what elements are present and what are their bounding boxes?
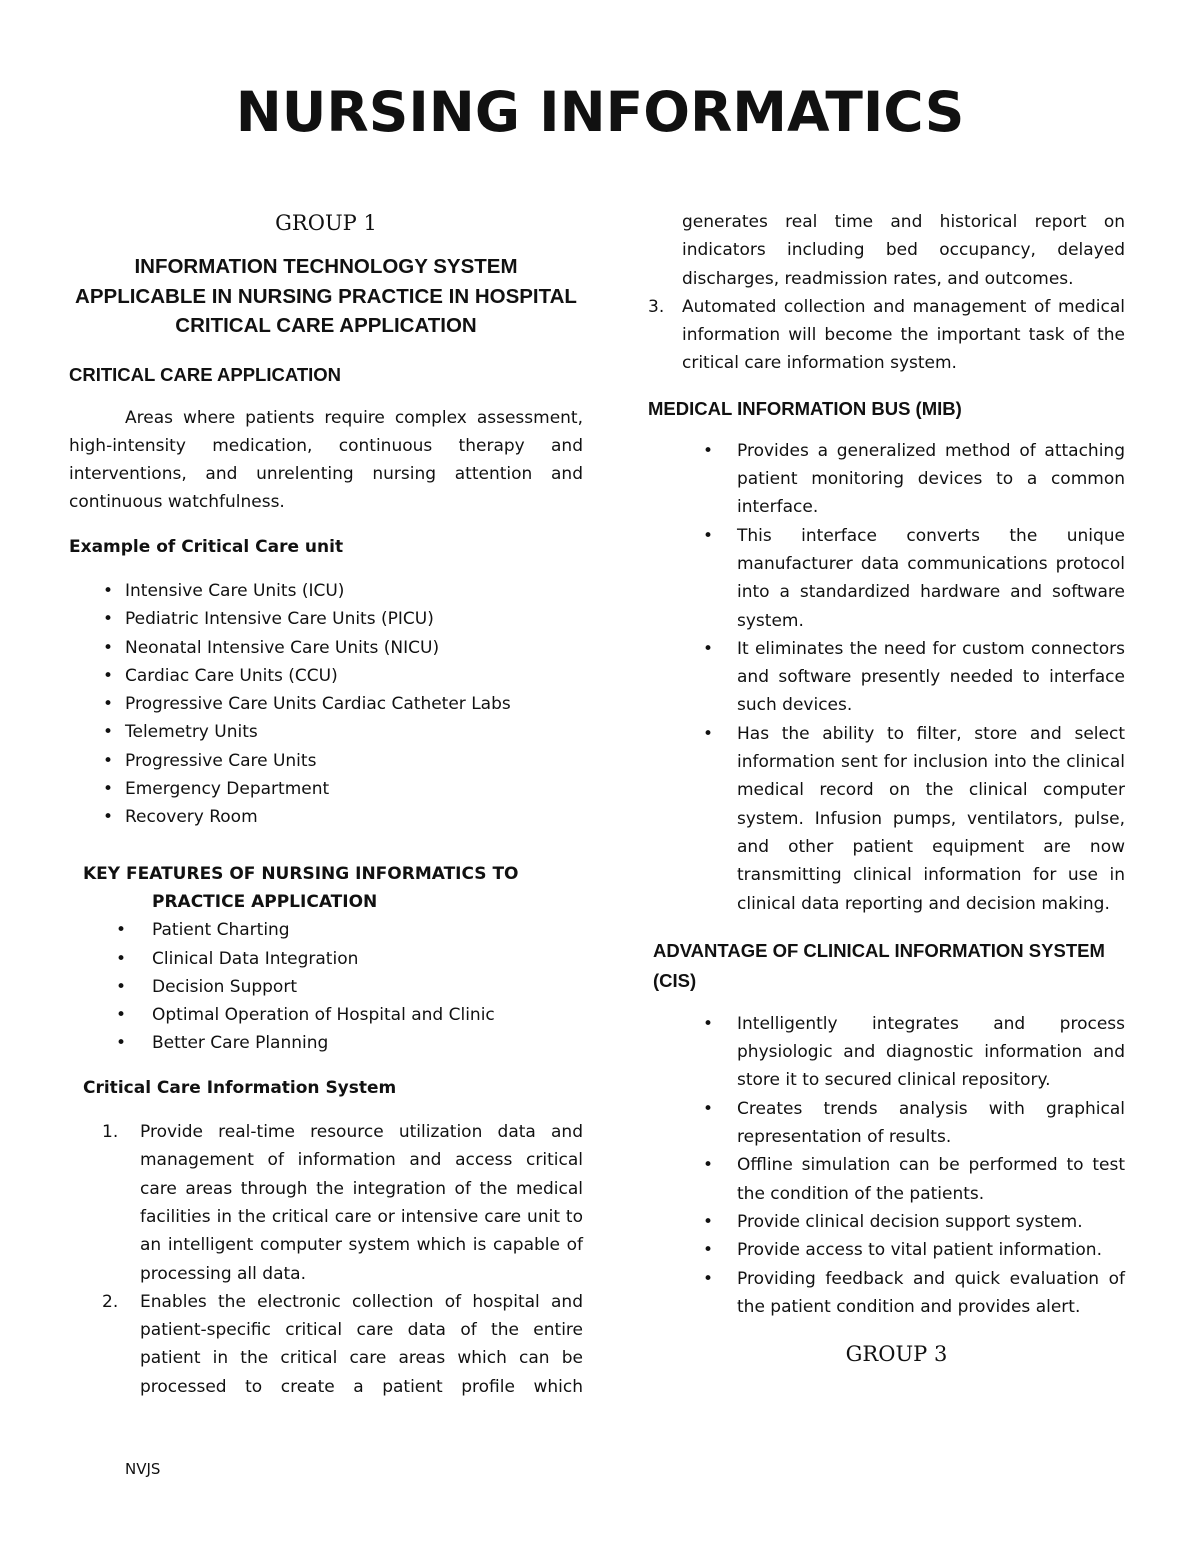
list-text: Provide real-time resource utilization data and management of information and access critical care areas through the integration of the medical facilities in the critical care or intensive care unit to an intelligent computer system which is capable of processing all data. (140, 1122, 583, 1284)
ccis-heading: Critical Care Information System (83, 1077, 397, 1098)
list-item: • Progressive Care Units (69, 747, 583, 775)
key-features-list (69, 916, 583, 1057)
list-item: • Intensive Care Units (ICU) (69, 577, 583, 605)
mib-list (648, 437, 1125, 918)
key-features-heading-text: KEY FEATURES OF NURSING INFORMATICS TO PRACTICE APPLICATION (83, 863, 519, 912)
list-item: • Provides a generalized method of attaching patient monitoring devices to a common interface. (648, 437, 1125, 522)
continuation-text: generates real time and historical report on indicators including bed occupancy, delayed discharges, readmission rates, and outcomes. (682, 212, 1125, 289)
list-item: • Clinical Data Integration (69, 945, 583, 973)
cis-heading: ADVANTAGE OF CLINICAL INFORMATION SYSTEM (CIS) (653, 939, 1105, 991)
list-item: • This interface converts the unique manufacturer data communications protocol into a standardized hardware and software system. (648, 522, 1125, 635)
list-number: 2. (102, 1291, 119, 1312)
list-item: • Patient Charting (69, 916, 583, 944)
mib-heading: MEDICAL INFORMATION BUS (MIB) (648, 397, 962, 419)
example-units-list (69, 577, 583, 832)
right-column (648, 208, 1125, 1369)
list-item: • Emergency Department (69, 775, 583, 803)
list-item: • Better Care Planning (69, 1029, 583, 1057)
list-item (69, 1288, 583, 1401)
cis-list (648, 1010, 1125, 1321)
list-item: • Creates trends analysis with graphical representation of results. (648, 1095, 1125, 1152)
list-item: • Provide access to vital patient information. (648, 1236, 1125, 1264)
critical-care-text: Areas where patients require complex assessment, high-intensity medication, continuous therapy and interventions, and unrelenting nursing attention and continuous watchfulness. (69, 407, 583, 513)
list-item: • Cardiac Care Units (CCU) (69, 662, 583, 690)
list-item: • Optimal Operation of Hospital and Clinic (69, 1001, 583, 1029)
list-item: • Intelligently integrates and process physiologic and diagnostic information and store it to secured clinical repository. (648, 1010, 1125, 1095)
list-text: Automated collection and management of medical information will become the important task of the critical care information system. (682, 296, 1125, 374)
list-text: Enables the electronic collection of hospital and patient-specific critical care data of the entire patient in the critical care areas which can be processed to create a patient profile which (140, 1291, 583, 1397)
list-item: • It eliminates the need for custom connectors and software presently needed to interface such devices. (648, 635, 1125, 720)
ccis-list (69, 1118, 583, 1401)
list-item: • Telemetry Units (69, 718, 583, 746)
group-3-label: GROUP 3 (845, 1342, 948, 1367)
list-item: • Offline simulation can be performed to test the condition of the patients. (648, 1151, 1125, 1208)
main-heading: INFORMATION TECHNOLOGY SYSTEM APPLICABLE IN NURSING PRACTICE IN HOSPITAL CRITICAL CARE APPLICATION (75, 255, 577, 337)
page-title: NURSING INFORMATICS (235, 80, 965, 144)
list-item: • Pediatric Intensive Care Units (PICU) (69, 605, 583, 633)
footer-initials: NVJS (125, 1460, 161, 1478)
example-heading: Example of Critical Care unit (69, 536, 344, 557)
list-item: • Providing feedback and quick evaluation of the patient condition and provides alert. (648, 1265, 1125, 1322)
key-features-heading (69, 860, 583, 917)
list-item: • Has the ability to filter, store and select information sent for inclusion into the clinical medical record on the clinical computer system. Infusion pumps, ventilators, pulse, and other patient equipment are now transmitting clinical information for use in clinical data reporting and decision making. (648, 720, 1125, 918)
list-item (648, 293, 1125, 378)
list-item: • Decision Support (69, 973, 583, 1001)
ccis-list-continued (648, 293, 1125, 378)
list-item: • Provide clinical decision support system. (648, 1208, 1125, 1236)
list-item: • Neonatal Intensive Care Units (NICU) (69, 634, 583, 662)
list-number: 3. (648, 296, 665, 317)
list-item (69, 1118, 583, 1288)
left-column (69, 208, 583, 1401)
list-item: • Progressive Care Units Cardiac Catheter Labs (69, 690, 583, 718)
list-item: • Recovery Room (69, 803, 583, 831)
critical-care-heading: CRITICAL CARE APPLICATION (69, 363, 342, 385)
group-1-label: GROUP 1 (275, 211, 377, 235)
list-number: 1. (102, 1122, 119, 1143)
